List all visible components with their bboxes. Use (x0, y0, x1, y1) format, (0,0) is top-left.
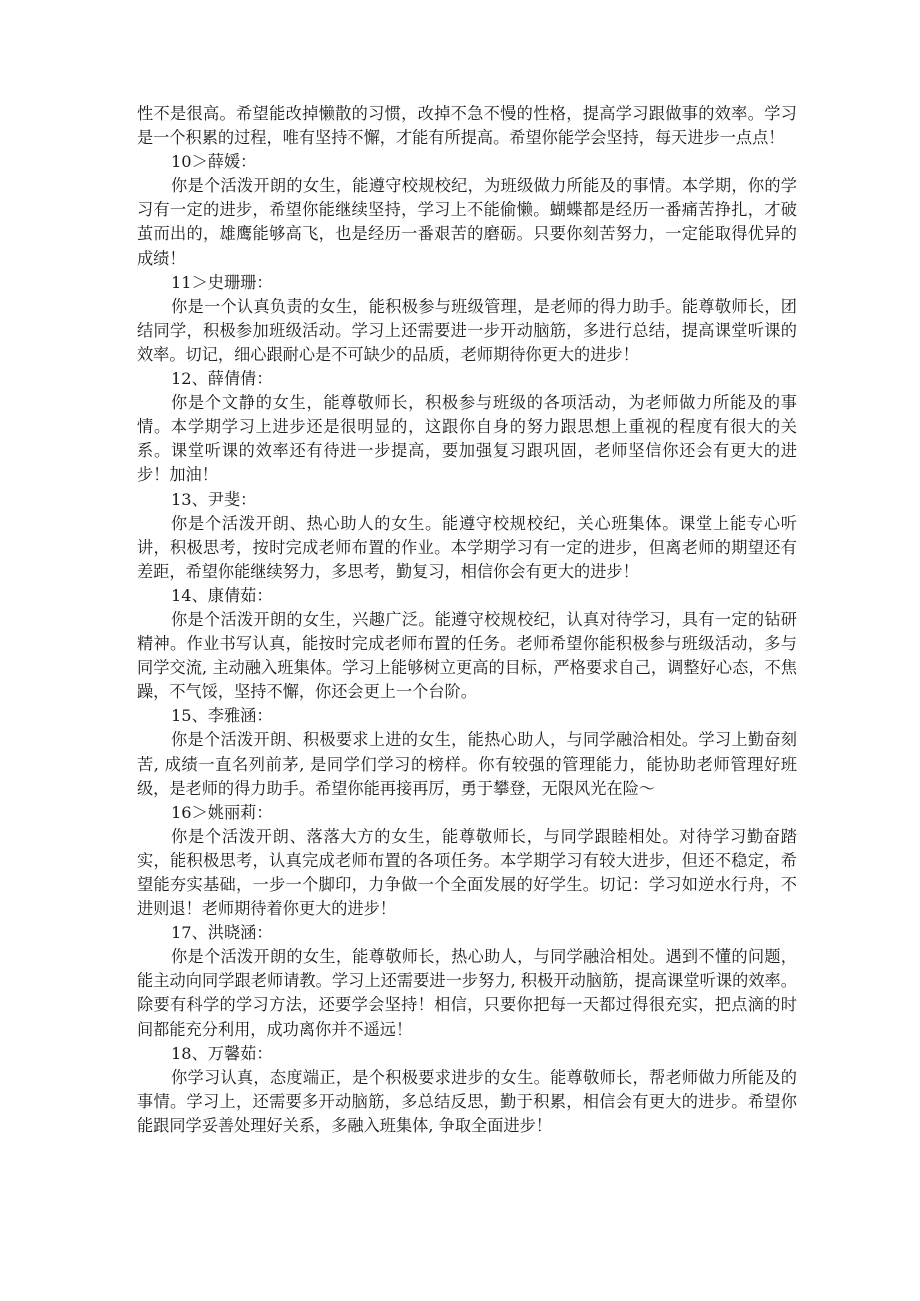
entry-heading: 13、尹斐： (171, 489, 257, 509)
entry-heading: 14、康倩茹： (171, 585, 273, 605)
entry-body: 你是个活泼开朗的女生，能遵守校规校纪，为班级做力所能及的事情。本学期，你的学习有一定的进步，希望你能继续坚持，学习上不能偷懒。蝴蝶都是经历一番痛苦挣扎，才破茧而出的，雄鹰能够高飞，也是经历一番艰苦的磨砺。只要你刻苦努力，一定能取得优异的成绩！ (137, 176, 797, 268)
entry-heading: 15、李雅涵： (171, 706, 273, 726)
entry-12 (137, 367, 797, 487)
entry-11 (137, 271, 797, 367)
document-page (137, 102, 797, 1138)
entry-heading: 12、薛倩倩： (171, 369, 273, 389)
entry-10 (137, 150, 797, 270)
entry-heading: 10＞薛媛： (171, 152, 257, 172)
entry-heading: 17、洪晓涵： (171, 923, 273, 943)
entry-body: 你是个活泼开朗的女生，能尊敬师长，热心助人，与同学融洽相处。遇到不懂的问题，能主动向同学跟老师请教。学习上还需要进一步努力, 积极开动脑筋，提高课堂听课的效率。除要有科学的学习方法，还要学会坚持！相信，只要你把每一天都过得很充实，把点滴的时间都能充分利用，成功离你并不遥远！ (137, 947, 797, 1039)
entry-15 (137, 704, 797, 800)
entry-heading: 11＞史珊珊： (171, 272, 273, 292)
entry-heading: 18、万馨茹： (171, 1043, 273, 1063)
entry-body: 你是个文静的女生，能尊敬师长，积极参与班级的各项活动，为老师做力所能及的事情。本学期学习上进步还是很明显的，这跟你自身的努力跟思想上重视的程度有很大的关系。课堂听课的效率还有待进一步提高，要加强复习跟巩固，老师坚信你还会有更大的进步！加油！ (137, 393, 797, 485)
entry-body: 你是一个认真负责的女生，能积极参与班级管理，是老师的得力助手。能尊敬师长，团结同学，积极参加班级活动。学习上还需要进一步开动脑筋，多进行总结，提高课堂听课的效率。切记，细心跟耐心是不可缺少的品质，老师期待你更大的进步！ (137, 296, 797, 364)
entry-13 (137, 488, 797, 584)
entry-18 (137, 1042, 797, 1138)
entry-body: 你学习认真，态度端正，是个积极要求进步的女生。能尊敬师长，帮老师做力所能及的事情。学习上，还需要多开动脑筋，多总结反思，勤于积累，相信会有更大的进步。希望你能跟同学妥善处理好关系，多融入班集体, 争取全面进步！ (137, 1067, 797, 1135)
entry-14 (137, 584, 797, 704)
entry-body: 你是个活泼开朗的女生，兴趣广泛。能遵守校规校纪，认真对待学习，具有一定的钻研精神。作业书写认真，能按时完成老师布置的任务。老师希望你能积极参与班级活动，多与同学交流, 主动融入班集体。学习上能够树立更高的目标，严格要求自己，调整好心态，不焦躁，不气馁，坚持不懈，你还会更上一个台阶。 (137, 609, 797, 702)
entry-body: 你是个活泼开朗、落落大方的女生，能尊敬师长，与同学跟睦相处。对待学习勤奋踏实，能积极思考，认真完成老师布置的各项任务。本学期学习有较大进步，但还不稳定，希望能夯实基础，一步一个脚印，力争做一个全面发展的好学生。切记：学习如逆水行舟，不进则退！老师期待着你更大的进步！ (137, 826, 797, 919)
entry-body: 你是个活泼开朗、热心助人的女生。能遵守校规校纪，关心班集体。课堂上能专心听讲，积极思考，按时完成老师布置的作业。本学期学习有一定的进步，但离老师的期望还有差距，希望你能继续努力，多思考，勤复习，相信你会有更大的进步！ (137, 513, 797, 581)
intro-paragraph: 性不是很高。希望能改掉懒散的习惯，改掉不急不慢的性格，提高学习跟做事的效率。学习是一个积累的过程，唯有坚持不懈，才能有所提高。希望你能学会坚持，每天进步一点点！ (137, 104, 797, 148)
entry-16 (137, 801, 797, 921)
entry-heading: 16＞姚丽莉： (171, 802, 273, 822)
entry-body: 你是个活泼开朗、积极要求上进的女生，能热心助人，与同学融洽相处。学习上勤奋刻苦, 成绩一直名列前茅, 是同学们学习的榜样。你有较强的管理能力，能协助老师管理好班级，是老师的得力助手。希望你能再接再厉，勇于攀登，无限风光在险～ (137, 730, 797, 798)
entry-17 (137, 921, 797, 1041)
